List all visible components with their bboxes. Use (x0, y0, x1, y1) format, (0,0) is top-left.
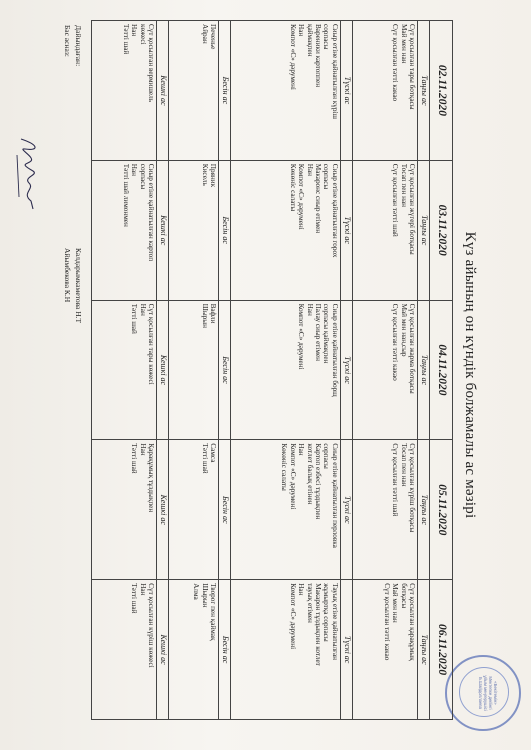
menu-item: Нан (138, 303, 147, 316)
dinner-label: Кешкі ас (157, 21, 169, 161)
snack-cell (169, 300, 219, 440)
menu-item: Май мен нан (391, 583, 400, 623)
date-row (430, 21, 453, 720)
menu-item: көжесі (138, 24, 147, 45)
menu-item: Палау сиыр етімен (314, 303, 322, 362)
menu-item: Тосап пен нан (399, 163, 408, 207)
lunch-cell (231, 21, 341, 161)
lunch-items-row (231, 21, 341, 720)
menu-item: Май мен нан (399, 24, 408, 64)
dinner-cell (92, 580, 157, 720)
breakfast-label: Таңғы ас (418, 580, 430, 720)
menu-item: Макарон тұздықпен котлет (314, 583, 322, 666)
menu-item: Нан (297, 443, 306, 456)
menu-item: Картоп езбесі тұздықпен (314, 443, 322, 520)
menu-item: Тәтті шай (130, 443, 139, 474)
menu-item: сорпасы (322, 24, 331, 50)
menu-item: Тәтті шай (130, 303, 139, 334)
menu-item: Нан (297, 24, 306, 37)
menu-item: Пряник (209, 163, 218, 188)
handwritten-signature (11, 135, 43, 215)
day-date: 05.11.2020 (430, 440, 453, 580)
menu-item: Сүт қосылған тәтті какао (391, 303, 400, 381)
menu-item: Компот «С» дәрумені (288, 24, 297, 90)
day-date: 06.11.2020 (430, 580, 453, 720)
menu-item: Творог пен қаймақ (209, 583, 218, 641)
dinner-label-row (157, 21, 169, 720)
snack-label-row (219, 21, 231, 720)
snack-label: Бесін ас (219, 21, 231, 161)
menu-item: Компот «С» дәрумені (297, 303, 306, 370)
breakfast-items-row (352, 21, 417, 720)
stamp-line: Б.Шайдоллаева (478, 677, 484, 709)
menu-item: Сүт қосылған жүгері ботқасы (408, 163, 416, 255)
menu-item: Макаронс сиыр етімен (314, 163, 322, 234)
menu-item: Шырын (200, 583, 209, 608)
day-date: 04.11.2020 (430, 300, 453, 440)
dinner-cell (92, 300, 157, 440)
dinner-label: Кешкі ас (157, 580, 169, 720)
compiled-by-name: Калдарымкаметова Н.Т (74, 248, 83, 324)
menu-item: Компот «С» дәрумені (297, 163, 306, 230)
menu-item: Вафли (209, 303, 218, 324)
menu-item: Тәтті шай (200, 443, 209, 474)
menu-item: сорпасы қаймақпен (322, 303, 331, 364)
menu-item: Тосап пен нан (399, 443, 408, 487)
snack-label: Бесін ас (219, 300, 231, 440)
menu-item: Компот «С» дәрумені (288, 443, 297, 510)
snack-cell (169, 21, 219, 161)
lunch-label: Түскі ас (340, 580, 352, 720)
lunch-label: Түскі ас (340, 21, 352, 161)
compiled-by-label: Дайындаған: (74, 25, 83, 67)
menu-item: Вареники картоппен (314, 24, 322, 88)
menu-item: қаймақпен (305, 24, 314, 57)
snack-cell (169, 580, 219, 720)
menu-item: Нан (305, 303, 314, 316)
menu-item: Сүт қосылған тәтті шай (391, 443, 400, 517)
menu-item: Көкөніс салаты (288, 163, 297, 212)
menu-item: Тәтті шай (130, 583, 139, 614)
snack-label: Бесін ас (219, 160, 231, 300)
lunch-label: Түскі ас (340, 300, 352, 440)
breakfast-label-row (418, 21, 430, 720)
stamp-line: «Бекітемін» (493, 681, 498, 705)
snack-items-row (169, 21, 219, 720)
menu-item: Нан (138, 443, 147, 456)
breakfast-label: Таңғы ас (418, 21, 430, 161)
breakfast-label: Таңғы ас (418, 440, 430, 580)
menu-item: тауық етімен (305, 583, 314, 623)
dinner-cell (92, 21, 157, 161)
snack-label: Бесін ас (219, 580, 231, 720)
dinner-items-row (92, 21, 157, 720)
menu-item: Көкөніс салаты (280, 443, 289, 491)
menu-item: Нан (130, 24, 139, 37)
menu-item: Алма (192, 583, 201, 600)
lunch-cell (231, 300, 341, 440)
menu-item: Нан (305, 163, 314, 177)
breakfast-cell (352, 300, 417, 440)
menu-item: Печенье (209, 24, 218, 50)
menu-item: Шырын (200, 303, 209, 328)
stamp-line: Мектепке дейінгі (488, 676, 494, 710)
menu-item: Сүт қосылған тары көжесі (147, 303, 156, 385)
head-cook-name: Айымбекова К.Н (63, 248, 72, 303)
menu-item: сорпасы (322, 443, 331, 469)
menu-item: сорпасы (138, 163, 147, 190)
snack-cell (169, 440, 219, 580)
breakfast-cell (352, 440, 417, 580)
menu-item: Тәтті шай лимонмен (121, 163, 130, 227)
dinner-cell (92, 160, 157, 300)
dinner-label: Кешкі ас (157, 300, 169, 440)
dinner-label: Кешкі ас (157, 440, 169, 580)
menu-item: ботқасы (399, 583, 408, 609)
menu-item: Сүт қосылған вермишель (147, 24, 156, 102)
menu-item: Сүт қосылған қарақұмық (408, 583, 416, 661)
menu-item: Нан (130, 163, 139, 177)
menu-item: Компот «С» дәрумені (288, 583, 297, 650)
menu-item: Нан (297, 583, 306, 596)
menu-item: Самса (209, 443, 218, 463)
dinner-label: Кешкі ас (157, 160, 169, 300)
lunch-label-row (340, 21, 352, 720)
lunch-label: Түскі ас (340, 440, 352, 580)
menu-item: Сиыр етіне қайнатылған перловка (330, 443, 339, 548)
dinner-cell (92, 440, 157, 580)
menu-item: Айран (200, 24, 209, 44)
menu-item: Қарақұмық тұздықпен (147, 443, 156, 513)
breakfast-cell (352, 160, 417, 300)
menu-item: Сүт қосылған күріш көжесі (147, 583, 156, 668)
day-date: 03.11.2020 (430, 160, 453, 300)
snack-label: Бесін ас (219, 440, 231, 580)
lunch-label: Түскі ас (340, 160, 352, 300)
menu-item: Май мен нан,сыр (399, 303, 408, 357)
menu-item: Сиыр етіне қайнатылған борщ (330, 303, 339, 397)
menu-item: Сиыр етіне қайнатылған горох (330, 163, 339, 258)
lunch-cell (231, 580, 341, 720)
day-date: 02.11.2020 (430, 21, 453, 161)
document-title: Күз айының он күндік болжамалы ас мәзірі (462, 231, 478, 519)
menu-item: Нан (138, 583, 147, 596)
menu-item: Тауық етіне қайнатылған (330, 583, 339, 661)
head-cook-label: Бас асназ: (63, 25, 72, 57)
menu-item: Сиыр етіне қайнатылған картоп (147, 163, 156, 262)
menu-item: Сүт қосылған жарма ботқасы (408, 303, 416, 394)
lunch-cell (231, 440, 341, 580)
menu-item: Тәтті шай (121, 24, 130, 55)
lunch-cell (231, 160, 341, 300)
menu-item: Кисель (200, 163, 209, 186)
breakfast-label: Таңғы ас (418, 160, 430, 300)
menu-item: котлет балық етінен (305, 443, 314, 505)
menu-item: Сиыр етіне қайнатылған күріш (330, 24, 339, 119)
menu-item: сорпасы (322, 163, 331, 190)
approval-stamp (445, 655, 521, 731)
breakfast-cell (352, 580, 417, 720)
menu-item: Сүт қосылған тәтті какао (382, 583, 391, 661)
breakfast-cell (352, 21, 417, 161)
menu-item: Сүт қосылған күріш ботқасы (408, 443, 416, 533)
menu-item: Сүт қосылған тәтті шай (391, 163, 400, 237)
menu-table (91, 20, 453, 720)
menu-item: Сүт қосылған тәтті какао (391, 24, 400, 102)
menu-item: жұмыртқа сорпасы (322, 583, 331, 642)
menu-item: Сүт қосылған тары ботқасы (408, 24, 416, 110)
breakfast-label: Таңғы ас (418, 300, 430, 440)
snack-cell (169, 160, 219, 300)
stamp-line: ұйым меңгерушісі (483, 675, 489, 711)
